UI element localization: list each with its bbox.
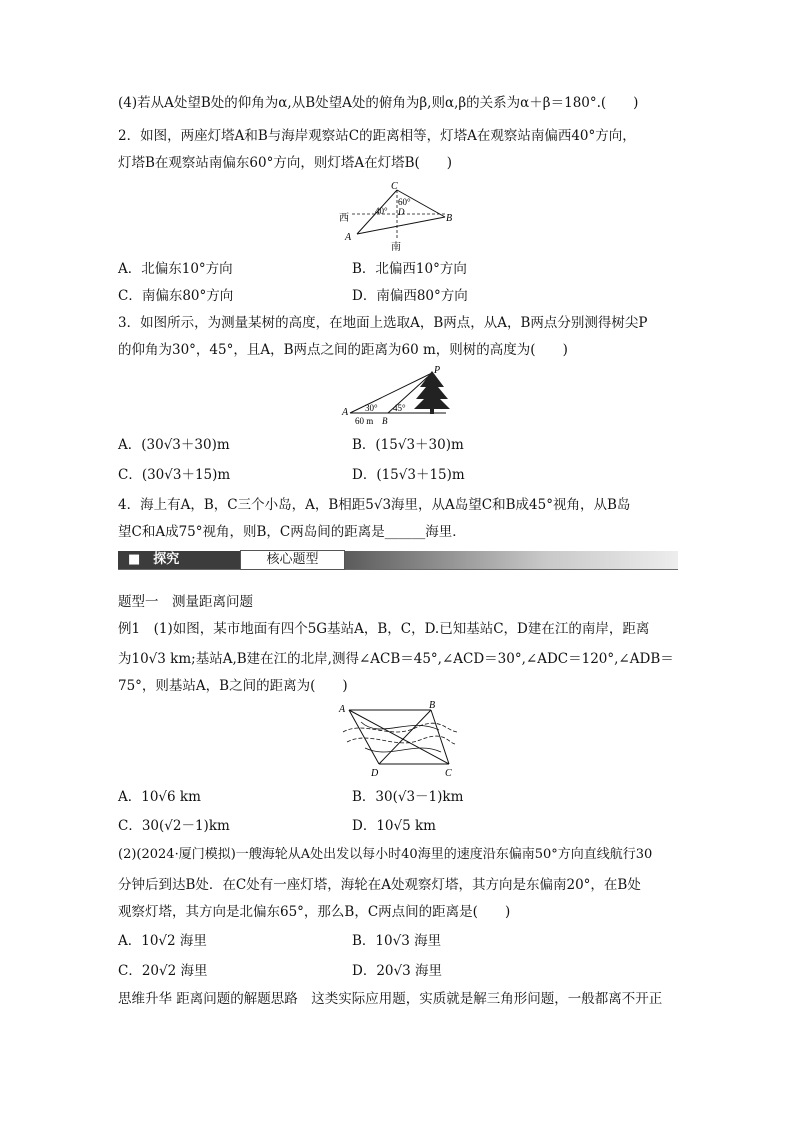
lighthouse-figure — [335, 180, 465, 252]
section-title: 题型一 测量距离问题 — [118, 594, 253, 610]
example-1-2-line2: 分钟后到达B处．在C处有一座灯塔，海轮在A处观察灯塔，其方向是东偏南20°，在B处 — [118, 877, 641, 893]
question-2-line2: 灯塔B在观察站南偏东60°方向，则灯塔A在灯塔B( ) — [118, 155, 453, 171]
fig4-label-d: D — [371, 768, 379, 779]
ex1-option-c: C．30(√2－1)km — [118, 818, 230, 834]
ex1-2-option-c: C．20√2 海里 — [118, 963, 208, 979]
example-1-line3: 75°，则基站A，B之间的距离为( ) — [118, 678, 348, 694]
ex1-2-option-b: B．10√3 海里 — [352, 933, 442, 949]
q2-option-b: B．北偏西10°方向 — [352, 261, 467, 277]
fig2-label-d: D — [398, 207, 405, 217]
fig2-label-a: A — [345, 232, 352, 243]
section-banner — [118, 551, 678, 569]
q3-option-a: A．(30√3＋30)m — [118, 437, 230, 453]
question-4-line2: 望C和A成75°视角，则B，C两岛间的距离是______海里． — [118, 524, 466, 540]
q2-option-c: C．南偏东80°方向 — [118, 288, 234, 304]
fig2-angle-60: 60° — [398, 197, 411, 207]
summary-text: 距离问题的解题思路 这类实际应用题，实质就是解三角形问题，一般都离不开正 — [176, 991, 663, 1007]
base-station-figure — [335, 700, 463, 780]
question-2-line1: 2．如图，两座灯塔A和B与海岸观察站C的距离相等，灯塔A在观察站南偏西40°方向， — [118, 128, 636, 144]
fig3-label-a: A — [342, 407, 349, 418]
fig2-label-south: 南 — [391, 242, 401, 252]
q2-option-a: A．北偏东10°方向 — [118, 261, 233, 277]
q3-option-b: B．(15√3＋30)m — [352, 437, 464, 453]
ex1-2-option-a: A．10√2 海里 — [118, 933, 207, 949]
example-1-2-line3: 观察灯塔，其方向是北偏东65°，那么B，C两点间的距离是( ) — [118, 904, 511, 920]
fig2-label-b: B — [446, 213, 453, 224]
fig4-label-c: C — [445, 768, 452, 779]
summary-line — [118, 990, 662, 1008]
q3-option-d: D．(15√3＋15)m — [352, 467, 465, 483]
question-3-line1: 3．如图所示，为测量某树的高度，在地面上选取A，B两点，从A，B两点分别测得树尖P — [118, 315, 648, 331]
ex1-option-a: A．10√6 km — [118, 789, 201, 805]
fig2-label-west: 西 — [339, 213, 349, 224]
example-1-line1: 例1 (1)如图，某市地面有四个5G基站A，B，C，D.已知基站C，D建在江的南岸，距离 — [118, 621, 650, 637]
q3-option-c: C．(30√3＋15)m — [118, 467, 231, 483]
question-3-line2: 的仰角为30°，45°，且A，B两点之间的距离为60 m，则树的高度为( ) — [118, 342, 568, 358]
ex1-option-b: B．30(√3－1)km — [352, 789, 464, 805]
fig3-angle-45: 45° — [393, 403, 406, 413]
fig3-label-p: P — [434, 365, 441, 376]
tree-figure — [340, 365, 455, 427]
fig4-label-b: B — [429, 700, 436, 711]
banner-explore-tag: ■ 探究 — [128, 552, 180, 567]
ex1-2-option-d: D．20√3 海里 — [352, 963, 442, 979]
q2-option-d: D．南偏西80°方向 — [352, 288, 468, 304]
fig4-label-a: A — [339, 704, 346, 715]
fig3-angle-30: 30° — [365, 403, 378, 413]
example-1-2-line1: (2)(2024·厦门模拟)一艘海轮从A处出发以每小时40海里的速度沿东偏南50°方向直线航行30 — [118, 847, 653, 862]
fig3-label-b: B — [382, 416, 388, 426]
ex1-option-d: D．10√5 km — [352, 818, 436, 834]
question-4-line1: 4．海上有A，B，C三个小岛，A，B相距5√3海里，从A岛望C和B成45°视角，从B岛 — [118, 497, 631, 513]
fig2-label-c: C — [391, 181, 398, 192]
summary-label: 思维升华 — [118, 991, 172, 1007]
fig2-angle-40: 40° — [375, 206, 388, 216]
question-1-4: (4)若从A处望B处的仰角为α,从B处望A处的俯角为β,则α,β的关系为α＋β＝180°.( ) — [118, 95, 639, 111]
banner-core-tag: 核心题型 — [240, 550, 345, 570]
example-1-line2: 为10√3 km;基站A,B建在江的北岸,测得∠ACB＝45°,∠ACD＝30°,∠ADC＝120°,∠ADB＝ — [118, 651, 674, 667]
fig3-distance: 60 m — [355, 416, 374, 426]
